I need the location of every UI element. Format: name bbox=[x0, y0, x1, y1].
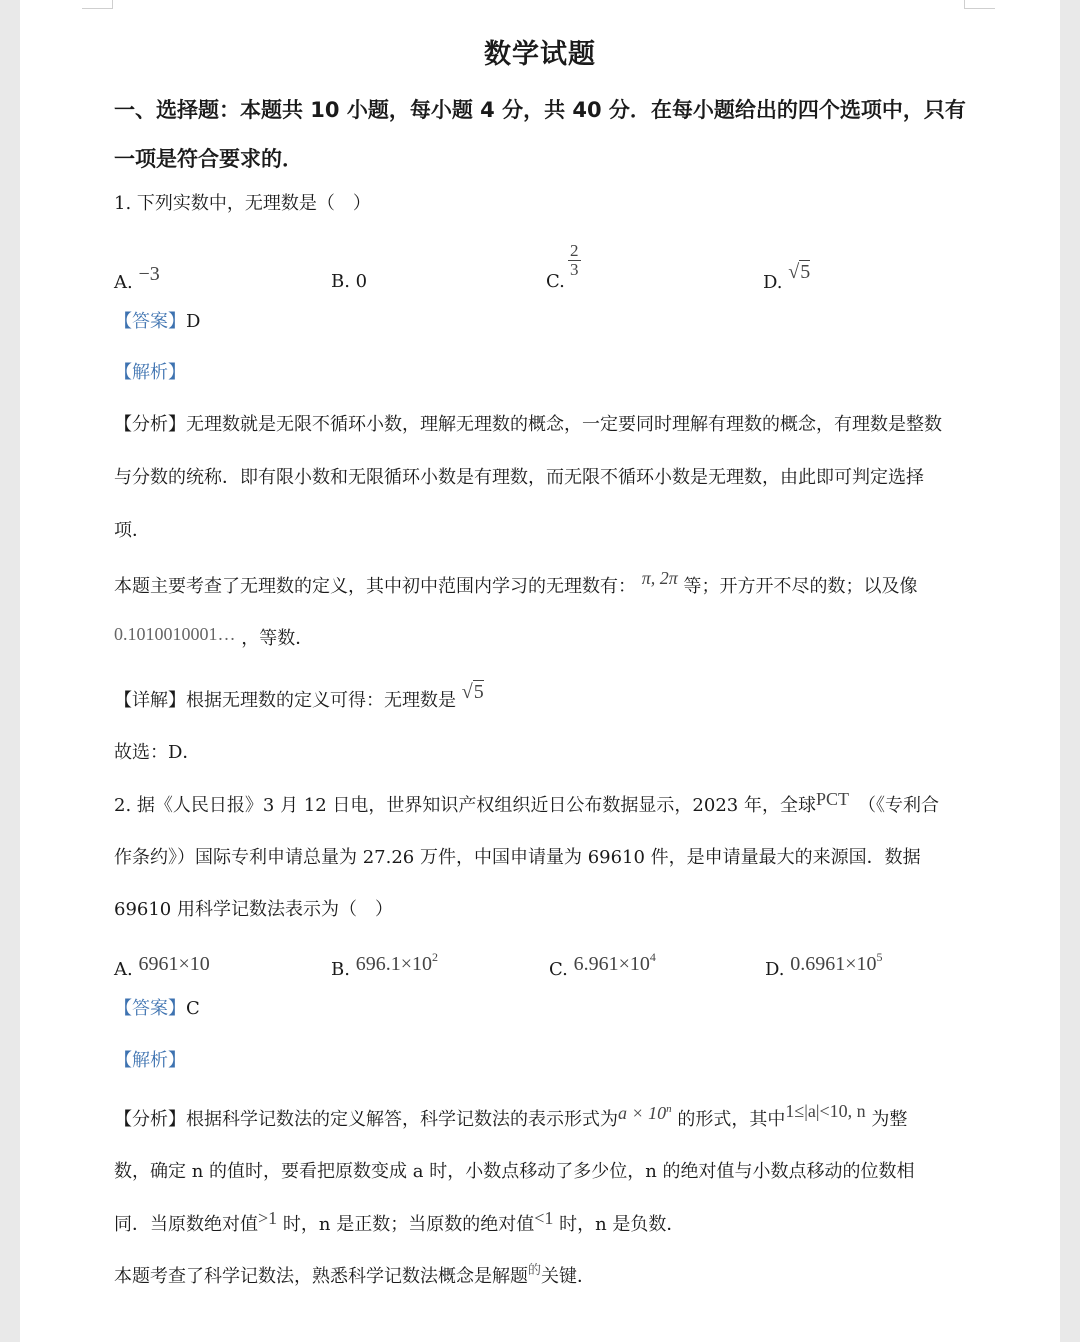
q2-option-a-letter: A. bbox=[114, 959, 133, 980]
q2-option-a bbox=[114, 953, 210, 982]
q1-option-d-radicand: 5 bbox=[800, 261, 811, 283]
q2-option-a-value: 6961×10 bbox=[138, 953, 210, 975]
q2-option-d-exponent: 5 bbox=[876, 950, 883, 964]
q1-option-a bbox=[114, 263, 160, 295]
q1-option-a-value: −3 bbox=[138, 263, 160, 285]
sqrt-symbol: √5 bbox=[461, 681, 484, 703]
q1-analysis-tag: 【解析】 bbox=[114, 362, 186, 383]
section-heading-line1: 一、选择题：本题共 10 小题，每小题 4 分，共 40 分．在每小题给出的四个选项中，只有 bbox=[114, 98, 966, 122]
fenxi1-post: 为整 bbox=[871, 1109, 908, 1130]
note-line2-post: ，等数． bbox=[241, 628, 314, 649]
q2-line1-pre: 2. 据《人民日报》3 月 12 日电，世界知识产权组织近日公布数据显示，2023 年，全球 bbox=[114, 795, 816, 816]
section-heading-line2: 一项是符合要求的． bbox=[114, 147, 303, 171]
q2-answer bbox=[114, 997, 200, 1021]
q1-answer bbox=[114, 310, 200, 334]
fenxi1-math2: 1≤|a|<10, n bbox=[785, 1101, 866, 1121]
q2-option-c-letter: C. bbox=[549, 959, 568, 980]
q2-fenxi-line1 bbox=[114, 1101, 908, 1134]
q2-fenxi-line2: 数，确定 n 的值时，要看把原数变成 a 时，小数点移动了多少位，n 的绝对值与小数点移动的位数相 bbox=[114, 1161, 915, 1182]
note-pre: 本题考查了科学记数法，熟悉科学记数法概念是解题 bbox=[114, 1266, 528, 1287]
page-title: 数学试题 bbox=[484, 39, 596, 70]
q1-fenxi-line2: 与分数的统称．即有限小数和无限循环小数是有理数，而无限不循环小数是无理数，由此即可判定选择 bbox=[114, 467, 924, 488]
answer-tag: 【答案】 bbox=[114, 998, 186, 1019]
fraction-denominator: 3 bbox=[570, 260, 579, 279]
document-page bbox=[20, 0, 1060, 1342]
sqrt-symbol: √5 bbox=[788, 261, 811, 283]
q2-option-c-value: 6.961×10 bbox=[573, 953, 650, 975]
note-text-pre: 本题主要考查了无理数的定义，其中初中范围内学习的无理数有： bbox=[114, 576, 636, 597]
q2-option-b-letter: B. bbox=[331, 959, 350, 980]
q2-option-b-value: 696.1×10 bbox=[355, 953, 432, 975]
note-small: 的 bbox=[528, 1263, 542, 1278]
fenxi3-m2: <1 bbox=[534, 1208, 554, 1228]
q2-fenxi-line3 bbox=[114, 1208, 685, 1237]
q1-option-d-letter: D. bbox=[763, 272, 783, 293]
fenxi3-a: 同．当原数绝对值 bbox=[114, 1214, 258, 1235]
q2-option-d-value: 0.6961×10 bbox=[790, 953, 877, 975]
note-text-post: 等；开方开不尽的数；以及像 bbox=[683, 576, 918, 597]
note-math-decimal: 0.1010010001… bbox=[114, 624, 236, 644]
q1-note-line1 bbox=[114, 568, 918, 599]
q2-analysis-tag: 【解析】 bbox=[114, 1050, 186, 1071]
q1-option-b: B. 0 bbox=[331, 271, 368, 292]
q1-option-d bbox=[763, 261, 811, 295]
q1-fenxi-line1: 【分析】无理数就是无限不循环小数，理解无理数的概念，一定要同时理解有理数的概念，有理数是整数 bbox=[114, 414, 942, 435]
detail-text: 【详解】根据无理数的定义可得：无理数是 bbox=[114, 690, 456, 711]
q1-conclusion: 故选：D． bbox=[114, 742, 201, 763]
fraction-numerator: 2 bbox=[570, 241, 579, 260]
q2-option-c-exponent: 4 bbox=[649, 950, 656, 964]
note-math-pi: π, 2π bbox=[641, 568, 678, 588]
q1-option-c-letter: C. bbox=[546, 271, 565, 292]
note-post: 关键． bbox=[541, 1266, 596, 1287]
q2-option-d bbox=[765, 950, 883, 983]
fenxi1-math: a × 10 bbox=[618, 1103, 667, 1123]
fenxi3-b: 时，n 是正数；当原数的绝对值 bbox=[282, 1214, 535, 1235]
q1-detail bbox=[114, 681, 484, 713]
q2-option-c bbox=[549, 950, 656, 983]
q2-stem-line2: 作条约》）国际专利申请总量为 27.26 万件，中国申请量为 69610 件，是申请量最大的来源国．数据 bbox=[114, 847, 921, 868]
crop-mark-right bbox=[964, 0, 995, 9]
fenxi1-pre: 【分析】根据科学记数法的定义解答，科学记数法的表示形式为 bbox=[114, 1109, 618, 1130]
fenxi1-exponent: n bbox=[666, 1103, 672, 1115]
q1-stem: 1. 下列实数中，无理数是（ ） bbox=[114, 193, 371, 214]
q2-option-d-letter: D. bbox=[765, 959, 785, 980]
answer-value: C bbox=[186, 998, 200, 1019]
fenxi1-mid: 的形式，其中 bbox=[677, 1109, 786, 1130]
q1-option-c-fraction bbox=[568, 242, 581, 279]
fenxi3-m1: >1 bbox=[258, 1208, 278, 1228]
q2-stem-line3: 69610 用科学记数法表示为（ ） bbox=[114, 899, 393, 920]
q2-line1-post: （《专利合 bbox=[866, 795, 939, 816]
q2-option-b-exponent: 2 bbox=[431, 950, 438, 964]
q2-pct: PCT bbox=[815, 789, 849, 809]
q1-fenxi-line3: 项． bbox=[114, 520, 150, 541]
crop-mark-left bbox=[82, 0, 113, 9]
fenxi3-c: 时，n 是负数． bbox=[559, 1214, 685, 1235]
q2-note bbox=[114, 1265, 595, 1291]
q2-option-b bbox=[331, 950, 438, 983]
q1-note-line2 bbox=[114, 626, 313, 651]
detail-radicand: 5 bbox=[473, 681, 484, 703]
answer-tag: 【答案】 bbox=[114, 311, 186, 332]
q2-stem-line1 bbox=[114, 789, 939, 818]
answer-value: D bbox=[186, 311, 201, 332]
q1-option-a-letter: A. bbox=[114, 272, 133, 293]
